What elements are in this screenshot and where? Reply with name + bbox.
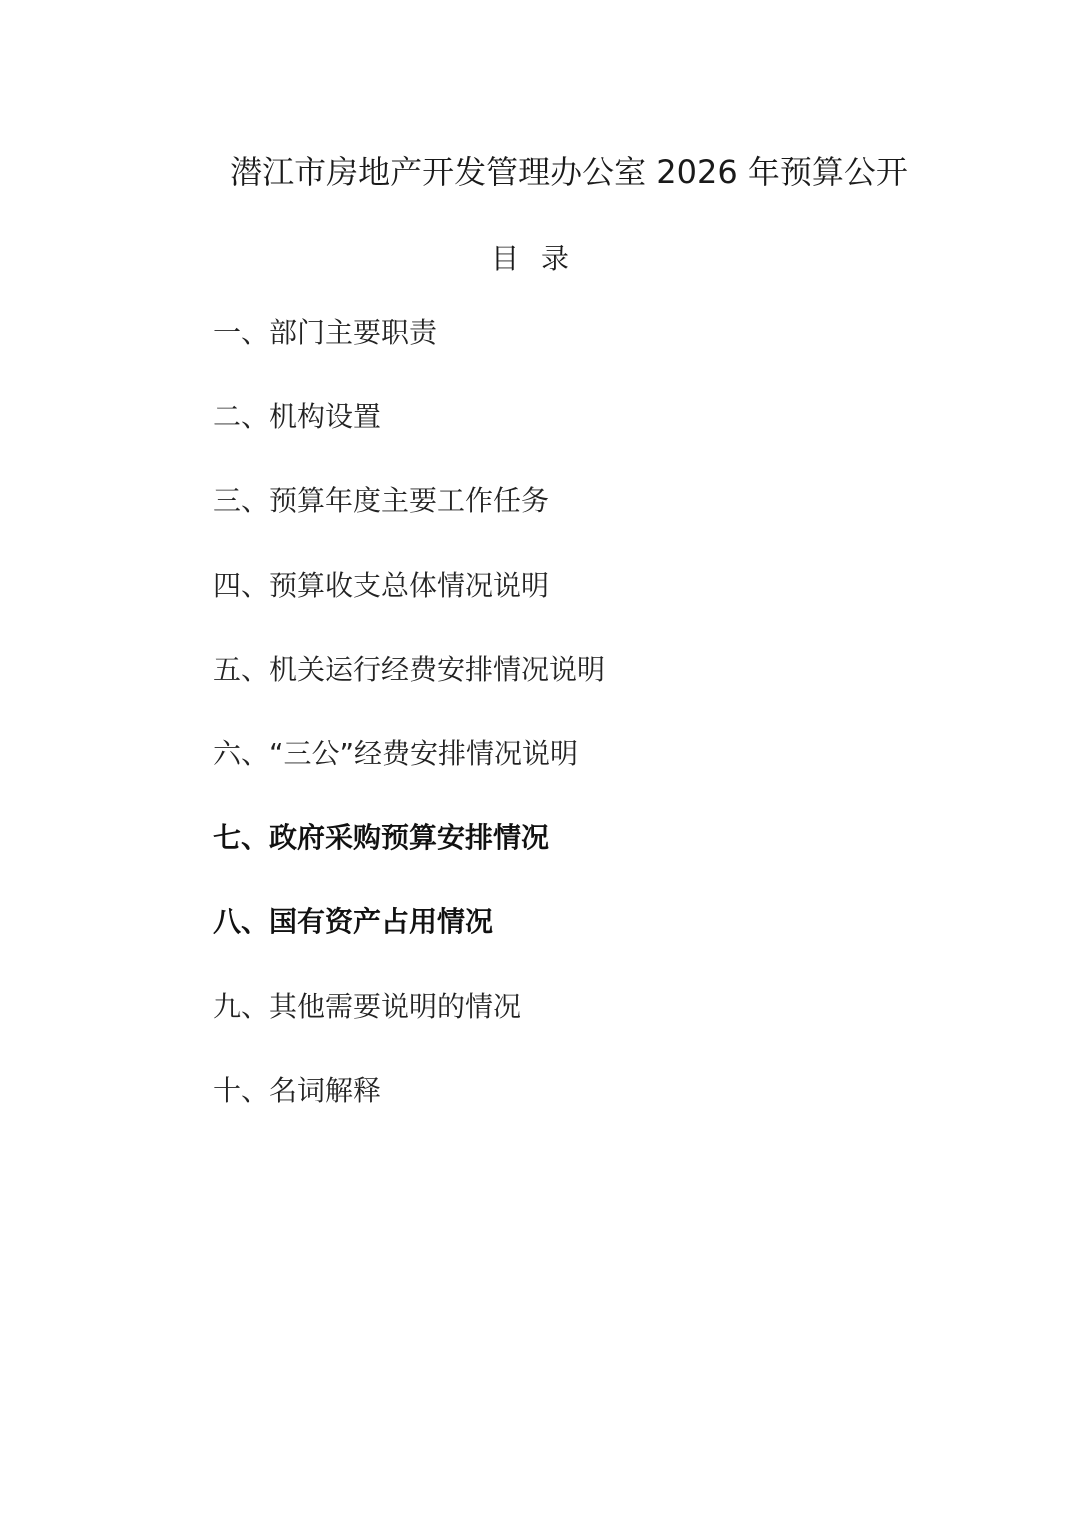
toc-list bbox=[213, 314, 605, 1156]
toc-heading: 目录 bbox=[490, 242, 591, 275]
toc-item-7[interactable]: 七、政府采购预算安排情况 bbox=[213, 821, 550, 855]
toc-item-8[interactable]: 八、国有资产占用情况 bbox=[213, 905, 494, 939]
toc-item-1[interactable]: 一、部门主要职责 bbox=[213, 316, 438, 349]
document-title: 潜江市房地产开发管理办公室 2026 年预算公开 bbox=[230, 153, 908, 191]
toc-item-9[interactable]: 九、其他需要说明的情况 bbox=[213, 989, 522, 1023]
toc-item-3[interactable]: 三、预算年度主要工作任务 bbox=[213, 484, 550, 518]
toc-item-5[interactable]: 五、机关运行经费安排情况说明 bbox=[213, 652, 606, 686]
toc-item-10[interactable]: 十、名词解释 bbox=[213, 1073, 382, 1107]
toc-item-6[interactable]: 六、“三公”经费安排情况说明 bbox=[213, 736, 579, 770]
toc-item-4[interactable]: 四、预算收支总体情况说明 bbox=[213, 568, 550, 602]
toc-item-2[interactable]: 二、机构设置 bbox=[213, 400, 382, 434]
